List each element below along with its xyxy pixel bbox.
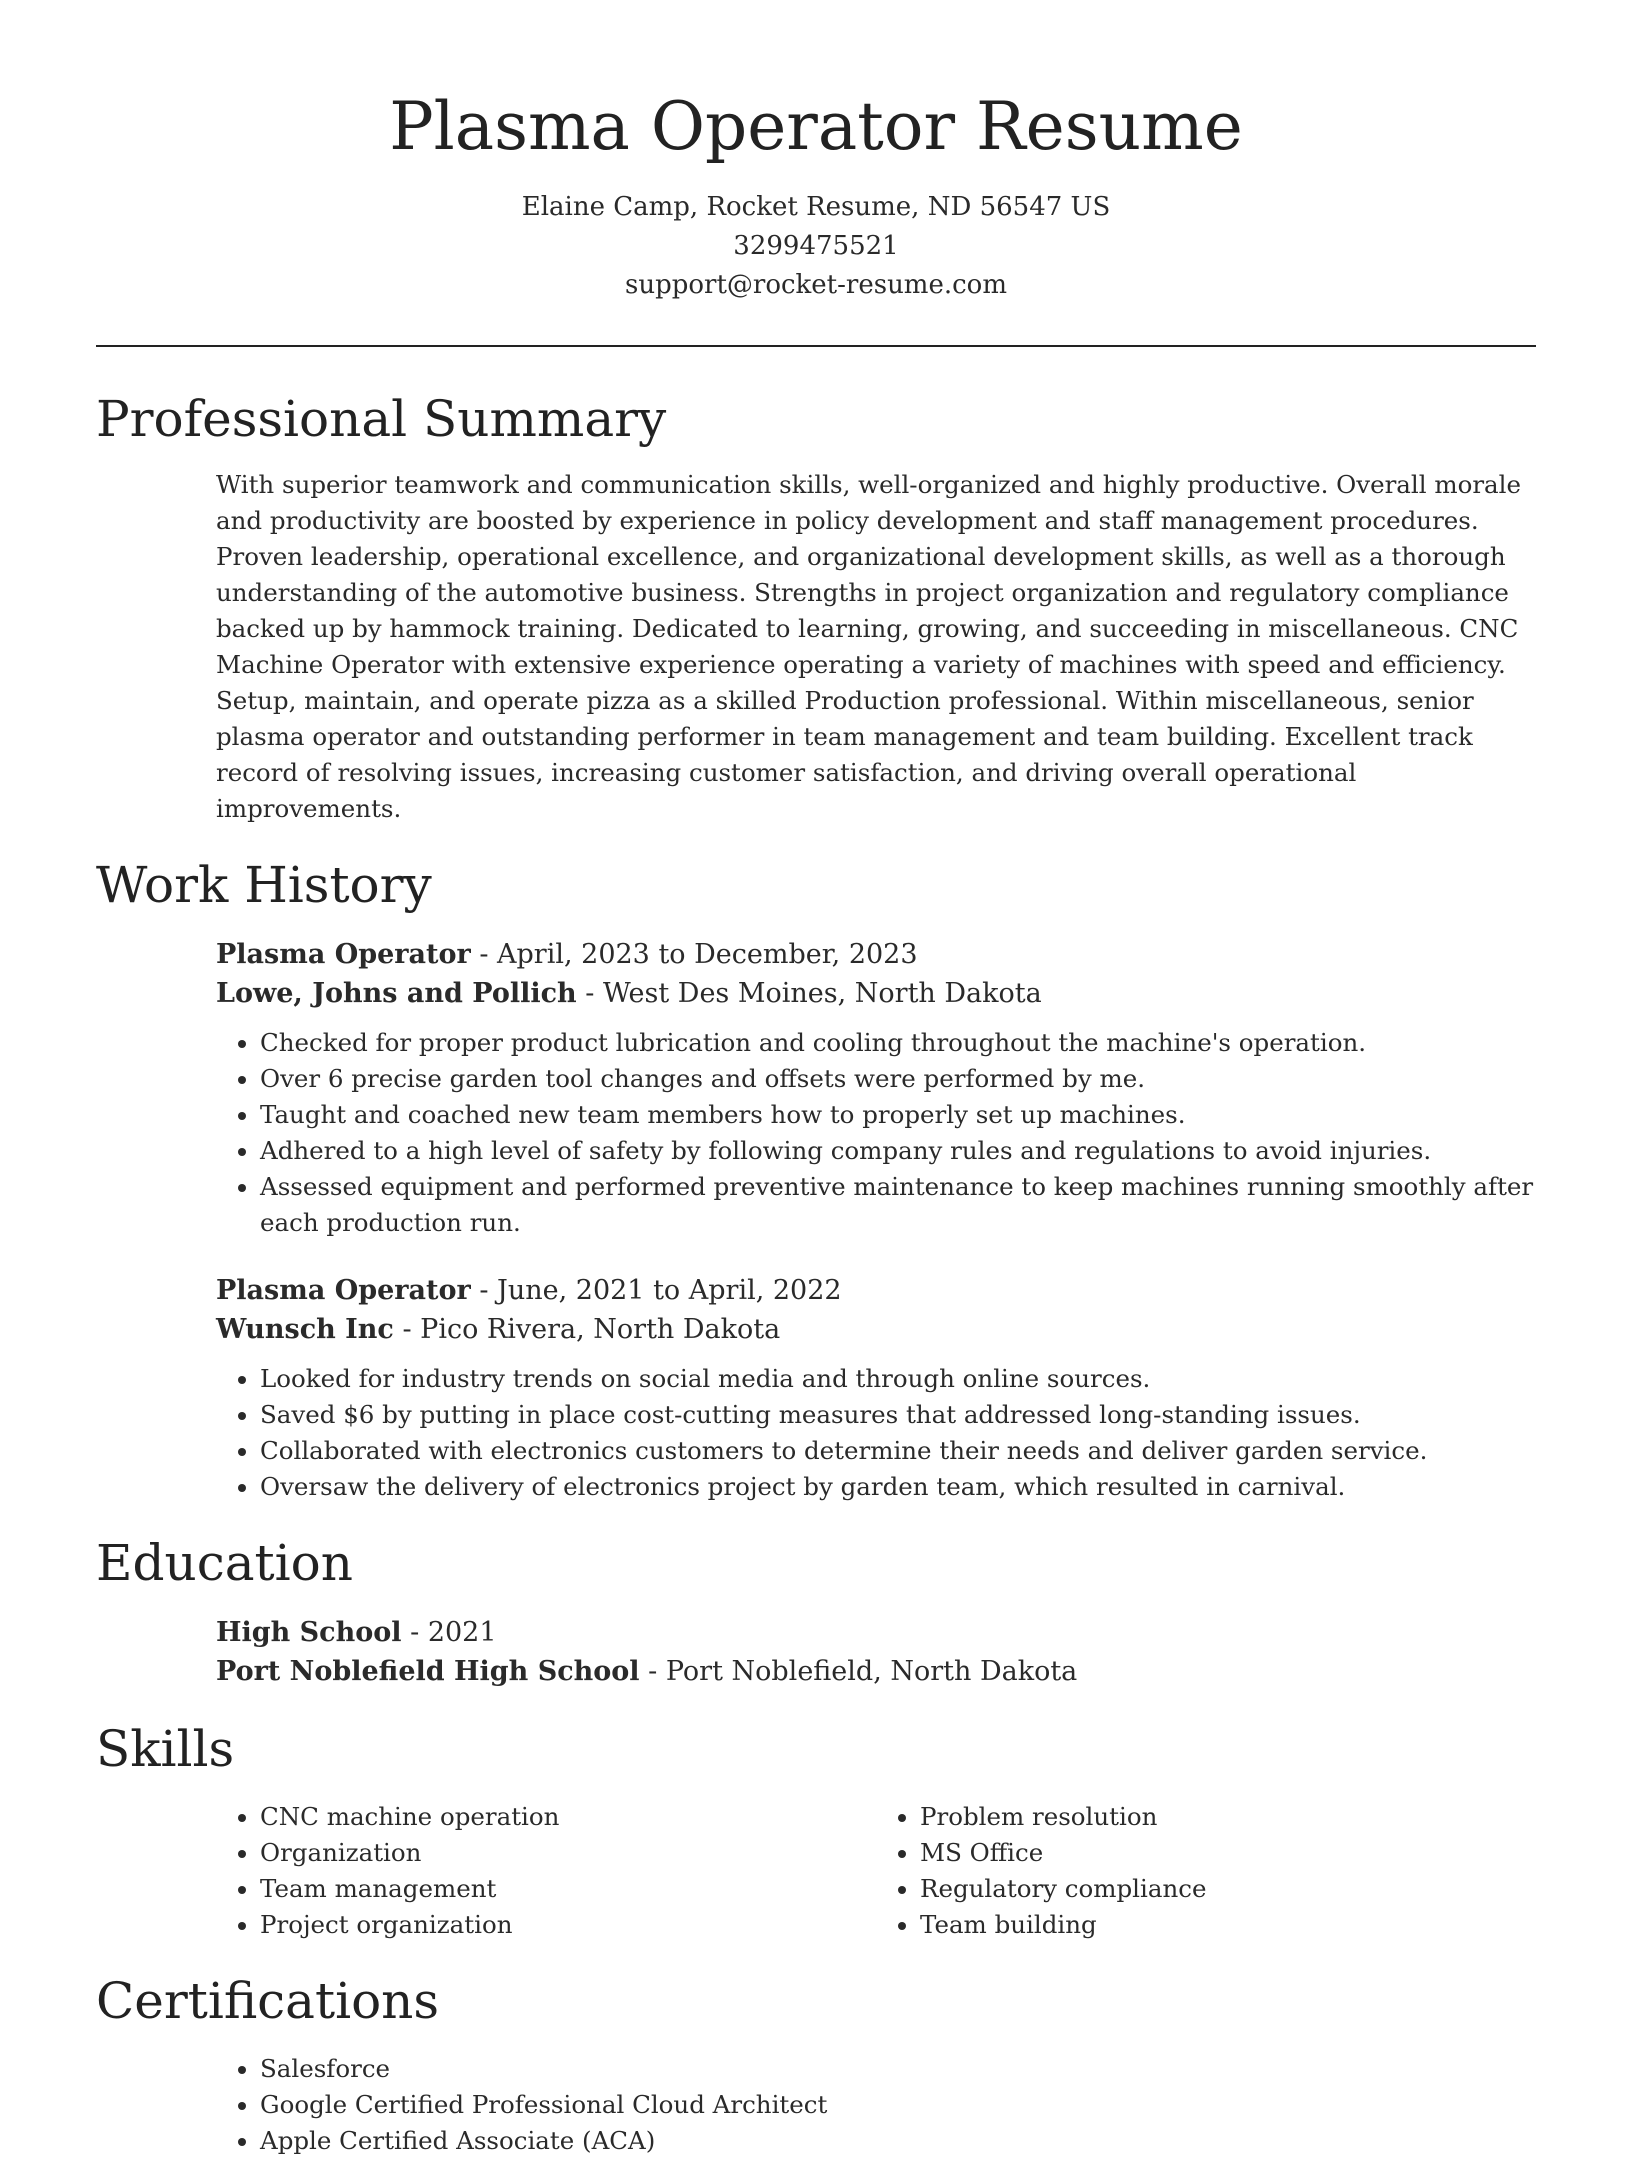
job-entry [216,935,1536,1241]
skills-list [216,1799,1536,1943]
education-degree-line [216,1613,1536,1652]
list-item: • Salesforce [260,2051,1536,2087]
job-title: Plasma Operator [216,1275,471,1306]
list-item: • Taught and coached new team members how to properly set up machines. [260,1097,1536,1133]
resume-header [96,0,1536,305]
contact-email: support@rocket-resume.com [624,270,1007,300]
contact-address: Elaine Camp, Rocket Resume, ND 56547 US [521,192,1111,222]
list-item: • Checked for proper product lubrication and cooling throughout the machine's operation. [260,1025,1536,1061]
list-item: • Project organization [260,1907,876,1943]
contact-phone: 3299475521 [733,231,899,261]
list-item: • Looked for industry trends on social media and through online sources. [260,1361,1536,1397]
job-company: Wunsch Inc [216,1314,394,1345]
education-year: - 2021 [401,1617,497,1648]
skills-section [96,1717,1536,1943]
job-company-line [216,974,1536,1013]
summary-heading: Professional Summary [96,390,667,448]
skills-column-left [216,1799,876,1943]
summary-section [96,387,1536,827]
header-divider [96,345,1536,347]
job-company-line [216,1310,1536,1349]
list-item: • Regulatory compliance [920,1871,1536,1907]
job-bullets [216,1361,1536,1505]
education-entry [216,1613,1536,1691]
job-bullets [216,1025,1536,1241]
education-degree: High School [216,1617,402,1648]
job-location: - West Des Moines, North Dakota [576,978,1042,1009]
list-item: • Team management [260,1871,876,1907]
contact-info [96,188,1536,305]
skills-heading: Skills [96,1720,235,1778]
certifications-heading: Certifications [96,1972,440,2030]
job-dates: - April, 2023 to December, 2023 [470,939,918,970]
list-item: • Collaborated with electronics customers to determine their needs and deliver garden service. [260,1433,1536,1469]
list-item: • Google Certified Professional Cloud Architect [260,2087,1536,2123]
summary-text: With superior teamwork and communication skills, well-organized and highly productive. Overall morale and productivity are boosted by experience in policy development and staff management procedures. Proven leadership, operational excellence, and organizational development skills, as well as a thorough understanding of the automotive business. Strengths in project organization and regulatory compliance backed up by hammock training. Dedicated to learning, growing, and succeeding in miscellaneous. CNC Machine Operator with extensive experience operating a variety of machines with speed and efficiency. Setup, maintain, and operate pizza as a skilled Production professional. Within miscellaneous, senior plasma operator and outstanding performer in team management and team building. Excellent track record of resolving issues, increasing customer satisfaction, and driving overall operational improvements. [216,470,1521,823]
list-item: • Adhered to a high level of safety by following company rules and regulations to avoid injuries. [260,1133,1536,1169]
education-location: - Port Noblefield, North Dakota [639,1656,1078,1687]
list-item: • Over 6 precise garden tool changes and offsets were performed by me. [260,1061,1536,1097]
list-item: • Saved $6 by putting in place cost-cutting measures that addressed long-standing issues. [260,1397,1536,1433]
list-item: • Team building [920,1907,1536,1943]
list-item: • Organization [260,1835,876,1871]
work-history-section [96,853,1536,1505]
list-item: • Assessed equipment and performed preventive maintenance to keep machines running smoothly after each production run. [260,1169,1536,1241]
skills-column-right [876,1799,1536,1943]
list-item: • Oversaw the delivery of electronics project by garden team, which resulted in carnival. [260,1469,1536,1505]
list-item: • CNC machine operation [260,1799,876,1835]
job-location: - Pico Rivera, North Dakota [393,1314,781,1345]
job-company: Lowe, Johns and Pollich [216,978,577,1009]
list-item: • Apple Certified Associate (ACA) [260,2123,1536,2159]
job-dates: - June, 2021 to April, 2022 [470,1275,842,1306]
list-item: • Problem resolution [920,1799,1536,1835]
job-title-line [216,1271,1536,1310]
certifications-list [216,2051,1536,2159]
work-history-heading: Work History [96,856,432,914]
education-heading: Education [96,1534,353,1592]
page-title: Plasma Operator Resume [389,88,1243,165]
certifications-section [96,1969,1536,2159]
job-title-line [216,935,1536,974]
education-school-line [216,1652,1536,1691]
education-school: Port Noblefield High School [216,1656,640,1687]
job-entry [216,1271,1536,1505]
education-section [96,1531,1536,1691]
certifications-items [216,2051,1536,2159]
list-item: • MS Office [920,1835,1536,1871]
job-title: Plasma Operator [216,939,471,970]
